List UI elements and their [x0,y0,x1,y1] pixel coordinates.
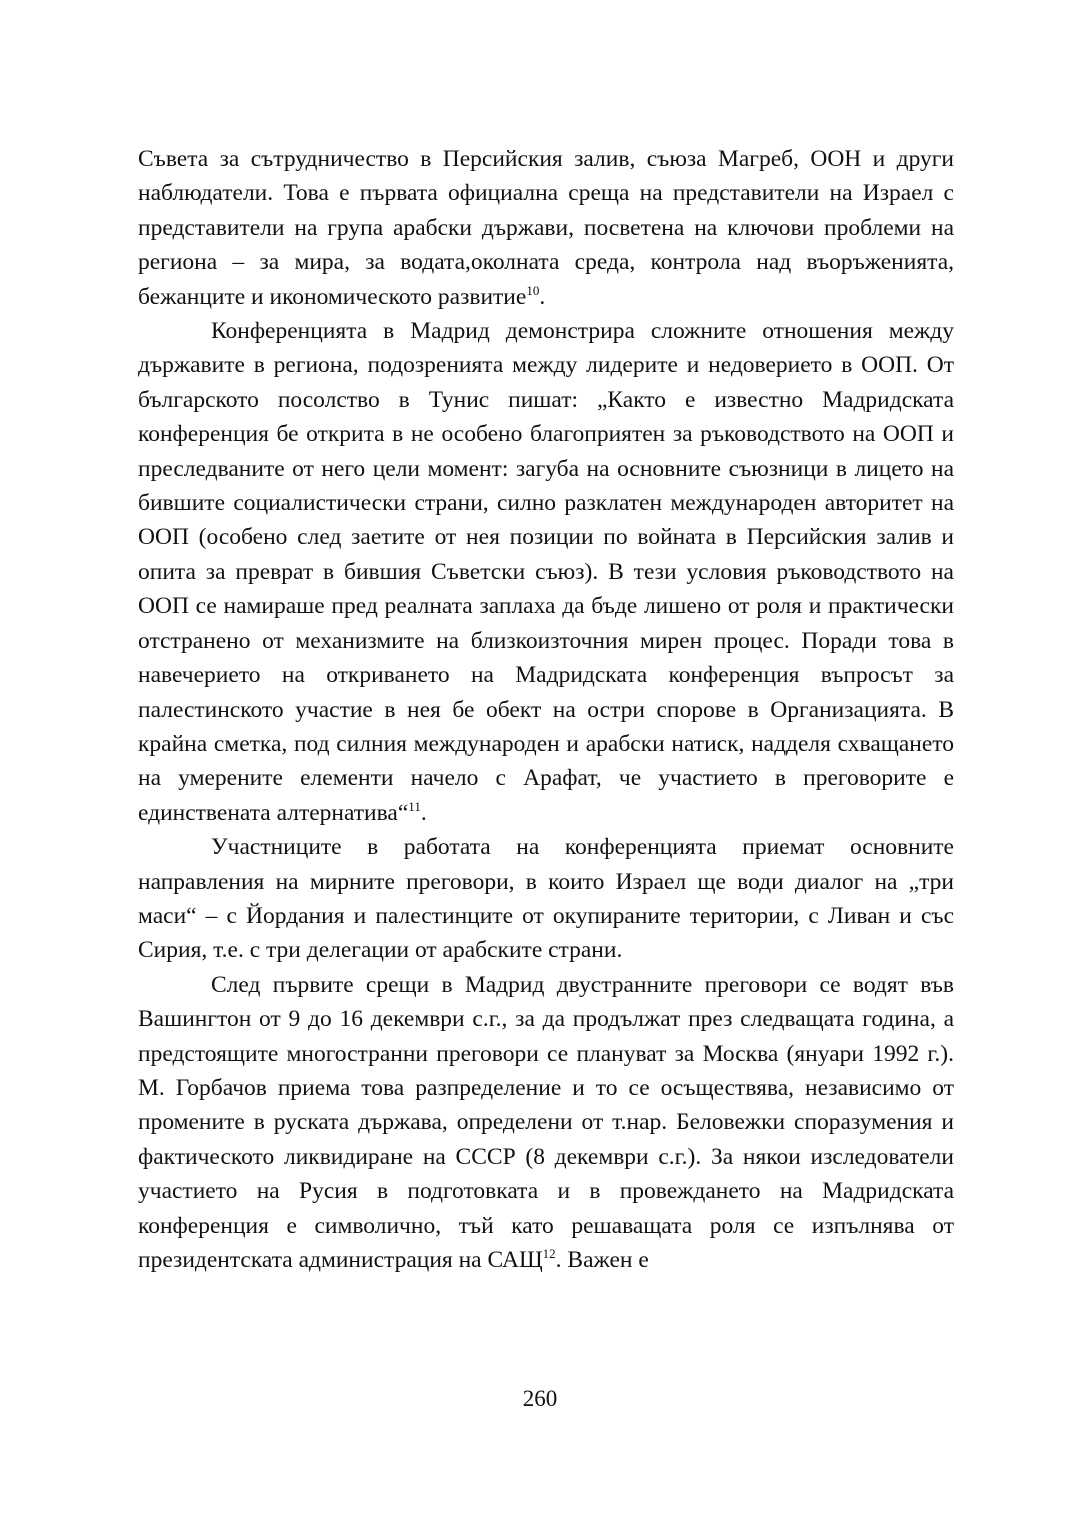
paragraph-1 [138,142,954,314]
page-body [138,142,954,1277]
paragraph-3 [138,830,954,968]
paragraph-4-end: . Важен е [555,1247,649,1273]
page-number: 260 [522,1386,558,1411]
paragraph-2 [138,314,954,830]
footnote-ref-11[interactable]: 11 [408,798,421,814]
footnote-ref-10[interactable]: 10 [526,282,540,298]
paragraph-4-text: След първите срещи в Мадрид двустранните преговори се водят във Вашингтон от 9 до 16 декември с.г., за да продължат през следващата година, а предстоящите многостранни преговори се плануват за Москва (януари 1992 г.). М. Горбачов приема това разпределение и то се осъществява, независимо от промените в руската държава, определени от т.нар. Беловежки споразумения и фактическото ликвидиране на СССР (8 декември с.г.). За някои изследователи участието на Русия в подготовката и в провеждането на Мадридската конференция е символично, тъй като решаващата роля се изпълнява от президентската администрация на САЩ [138,971,954,1273]
paragraph-3-text: Участниците в работата на конференцията приемат основните направления на мирните преговори, в които Израел ще води диалог на „три маси“ – с Йордания и палестинците от окупираните територии, с Ливан и със Сирия, т.е. с три делегации от арабските страни. [138,834,954,964]
paragraph-4 [138,968,954,1278]
footnote-ref-12[interactable]: 12 [542,1246,556,1262]
paragraph-1-end: . [539,283,546,310]
paragraph-2-text: Конференцията в Мадрид демонстрира сложните отношения между държавите в региона, подозренията между лидерите и недоверието в ООП. От българското посолство в Тунис пишат: „Както е известно Мадридската конференция бе открита в не особено благоприятен за ръководството на ООП и преследваните от него цели момент: загуба на основните съюзници в лицето на бившите социалистически страни, силно разклатен международен авторитет на ООП (особено след заетите от нея позиции по войната в Персийския залив и опита за преврат в бившия Съветски съюз). В тези условия ръководството на ООП се намираше пред реалната заплаха да бъде лишено от роля и практически отстранено от механизмите на близкоизточния мирен процес. Поради това в навечерието на откриването на Мадридската конференция въпросът за палестинското участие в нея бе обект на остри спорове в Организацията. В крайна сметка, под силния международен и арабски натиск, надделя схващането на умерените елементи начело с Арафат, че участието в преговорите е единствената алтернатива“ [138,318,954,826]
paragraph-1-text: Съвета за сътрудничество в Персийския залив, съюза Магреб, ООН и други наблюдатели. Това е първата официална среща на представители на Израел с представители на група арабски държави, посветена на ключови проблеми на региона – за мира, за водата,околната среда, контрола над въоръженията, бежанците и икономическото развитие [138,146,954,310]
paragraph-2-end: . [420,799,427,826]
